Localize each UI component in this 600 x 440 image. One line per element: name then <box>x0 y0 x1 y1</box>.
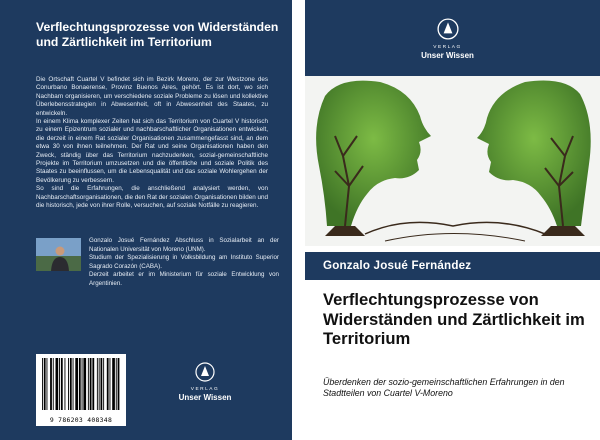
spine <box>292 0 305 440</box>
book-subtitle: Überdenken der sozio-gemeinschaftlichen Erfahrungen in den Stadtteilen von Cuartel V-Moreno <box>323 377 565 398</box>
barcode <box>36 354 126 426</box>
blurb-paragraph: So sind die Erfahrungen, die anschließend analysiert werden, von Nachbarschaftsorganisationen, die den Rat der sozialen Organisationen bilden und die historisch, jede von ihrer Rolle, versuchen, auf soziale Notfälle zu reagieren. <box>36 185 268 210</box>
author-photo <box>36 238 81 271</box>
publisher-name: Unser Wissen <box>421 51 474 60</box>
back-blurb <box>36 76 268 211</box>
publisher-verlag: VERLAG <box>190 387 220 392</box>
publisher-emblem-icon <box>437 18 459 40</box>
bio-line: Derzeit arbeitet er im Ministerium für soziale Entwicklung von Argentinien. <box>89 271 279 287</box>
back-title: Verflechtungsprozesse von Widerständen und Zärtlichkeit im Territorium <box>36 20 279 49</box>
publisher-logo <box>400 18 495 61</box>
author-bio <box>89 237 279 288</box>
book-title: Verflechtungsprozesse von Widerständen und Zärtlichkeit im Territorium <box>323 290 585 348</box>
publisher-logo <box>170 362 240 403</box>
bio-line: Studium der Spezialisierung in Volksbildung am Instituto Superior Sagrado Corazón (CABA). <box>89 254 279 270</box>
isbn-number: 9 786203 408348 <box>49 416 113 424</box>
author-name: Gonzalo Josué Fernández <box>323 259 472 272</box>
publisher-emblem-icon <box>195 362 215 382</box>
blurb-paragraph: In einem Klima komplexer Zeiten hat sich das Territorium von Cuartel V historisch zu einem Epizentrum sozialer und nachbarschaftlicher Organisationen entwickelt, die derzeit in einem Rat sozialer Organisationen zusammengefasst sind, an dem etwa 30 von ihnen teilnehmen. Der Rat und seine Organisationen haben den Zweck, ständig über das Territorium nachzudenken, sozial-gemeinschaftliche Projekte im Territorium umzusetzen und die öffentliche und soziale Politik des Staates zu beeinflussen, um die Lebensqualität und das soziale Wohlergehen der Bevölkerung zu verbessern. <box>36 118 268 184</box>
publisher-verlag: VERLAG <box>433 45 462 50</box>
cover-illustration <box>305 76 600 246</box>
publisher-name: Unser Wissen <box>178 393 232 402</box>
bio-line: Gonzalo Josué Fernández Abschluss in Sozialarbeit an der Nationalen Universität von Moreno (UNM). <box>89 237 279 253</box>
blurb-paragraph: Die Ortschaft Cuartel V befindet sich im Bezirk Moreno, der zur Westzone des Conurbano Bonaerense, Provinz Buenos Aires, gehört. Es ist dort, wo sich Nachbarn organisieren, um verschiedene soziale Probleme zu lösen und kollektive Überlebensstrategien in Abwesenheit, oft in Abwesenheit des Staates, zu entwickeln. <box>36 76 268 117</box>
